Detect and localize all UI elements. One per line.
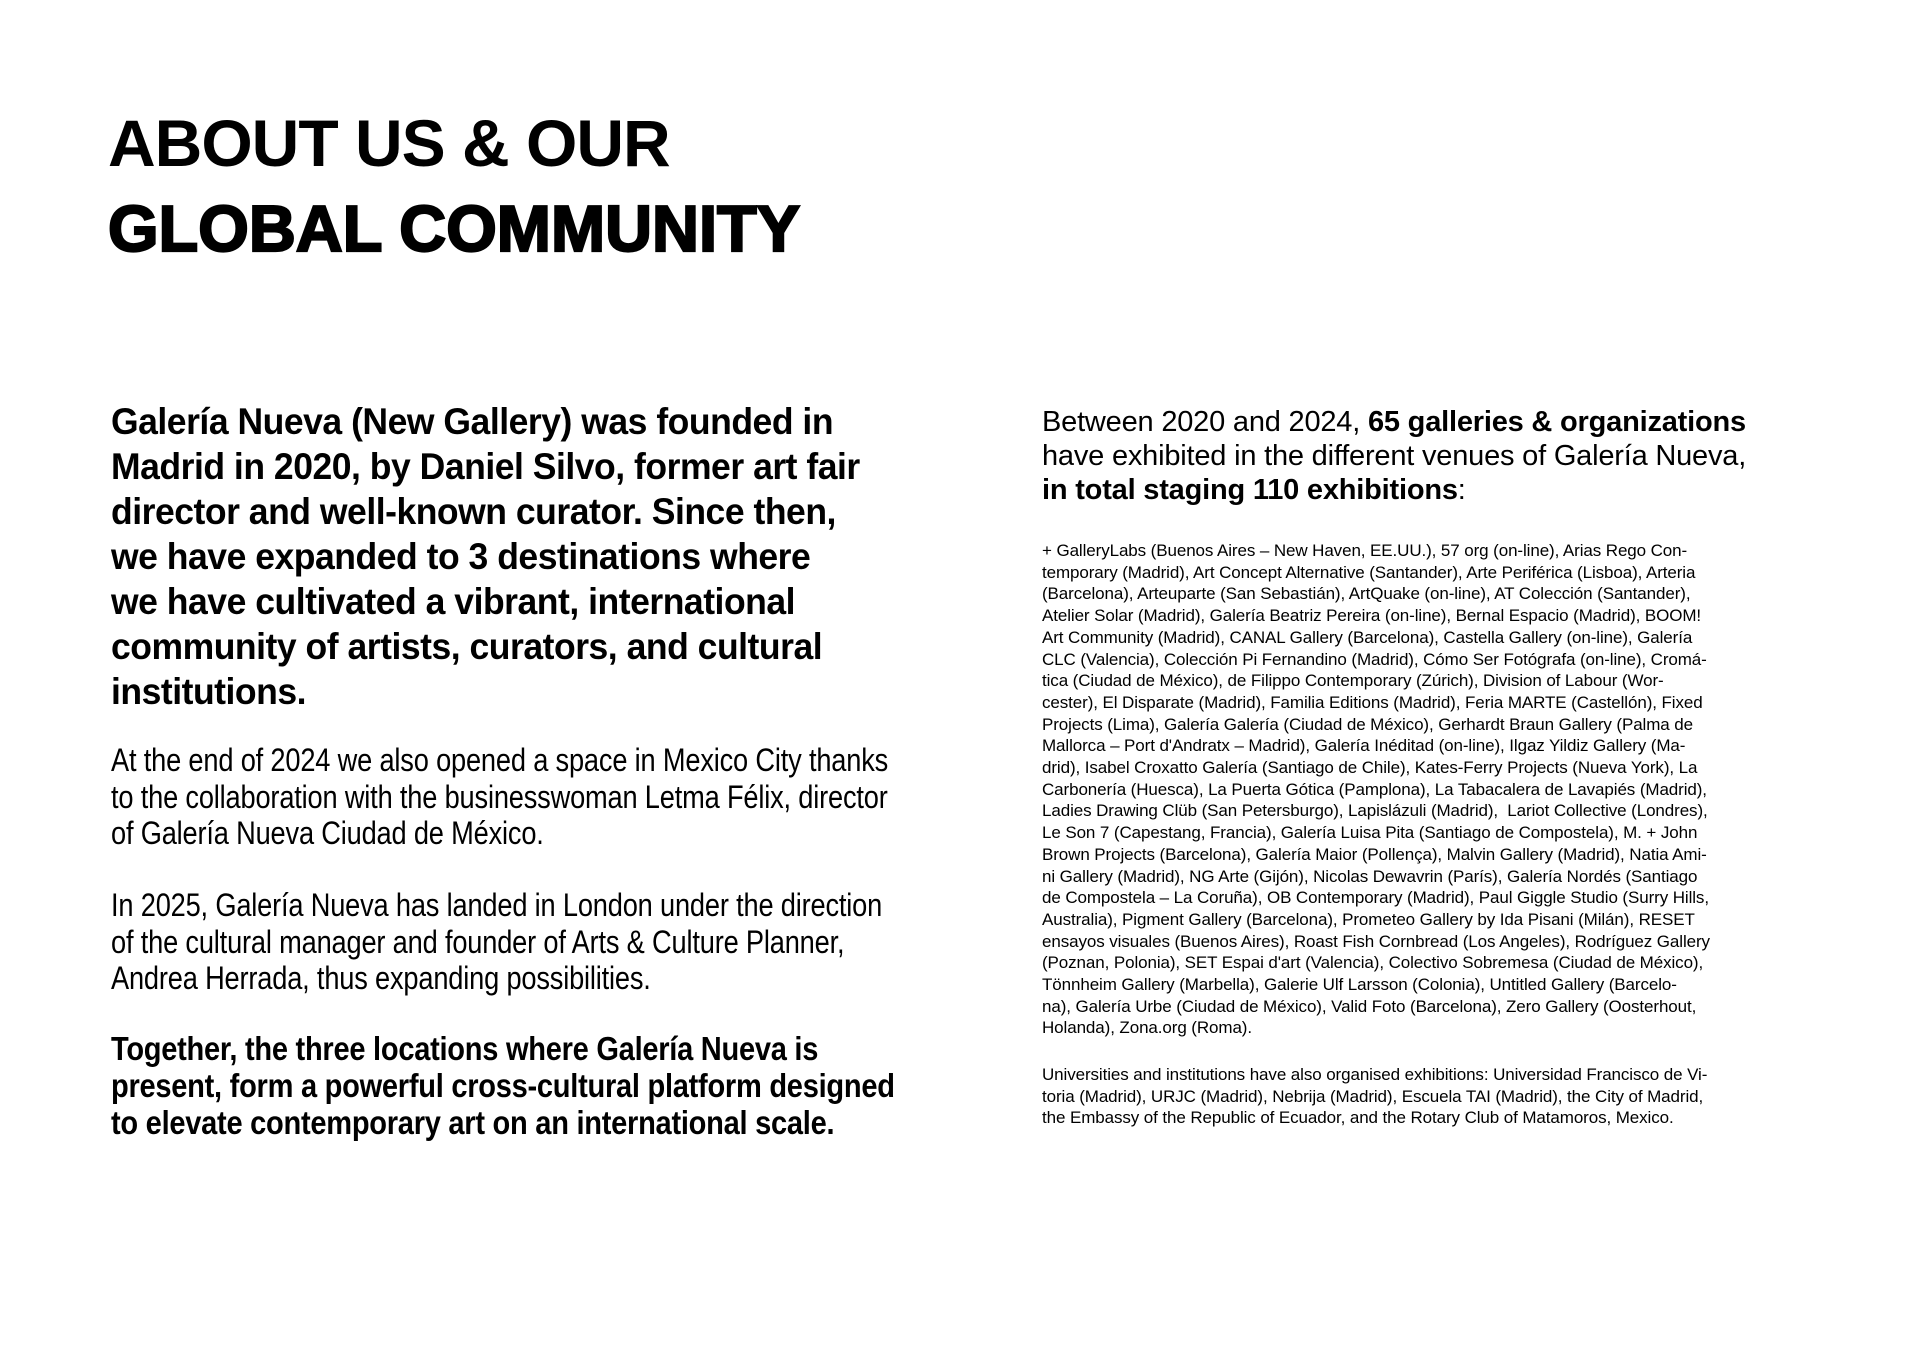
- paragraph-statistics: [1042, 405, 1746, 507]
- text-line: ni Gallery (Madrid), NG Arte (Gijón), Nicolas Dewavrin (París), Galería Nordés (Santiago: [1042, 866, 1698, 886]
- text-segment: Between 2020 and 2024,: [1042, 406, 1368, 438]
- page-title: [108, 100, 800, 272]
- text-line: of the cultural manager and founder of Arts & Culture Planner,: [111, 923, 845, 960]
- text-segment: have exhibited in the different venues of Galería Nueva,: [1042, 440, 1747, 472]
- text-line: we have cultivated a vibrant, international: [111, 581, 796, 622]
- text-line: Universities and institutions have also organised exhibitions: Universidad Francisco de Vi-: [1042, 1065, 1708, 1084]
- text-line: de Compostela – La Coruña), OB Contemporary (Madrid), Paul Giggle Studio (Surry Hills,: [1042, 888, 1709, 908]
- paragraph-together: [111, 1030, 895, 1141]
- text-line: tica (Ciudad de México), de Filippo Contemporary (Zúrich), Division of Labour (Wor-: [1042, 671, 1664, 691]
- text-line: + GalleryLabs (Buenos Aires – New Haven, EE.UU.), 57 org (on-line), Arias Rego Con-: [1042, 541, 1688, 560]
- bold-text-segment: in total staging 110 exhibitions: [1042, 474, 1458, 506]
- text-line: At the end of 2024 we also opened a space in Mexico City thanks: [111, 742, 889, 778]
- text-line: Andrea Herrada, thus expanding possibilities.: [111, 960, 651, 996]
- text-line: temporary (Madrid), Art Concept Alternative (Santander), Arte Periférica (Lisboa), Arteria: [1042, 562, 1696, 582]
- paragraph-universities: [1042, 1064, 1707, 1129]
- paragraph-mexico-city: [111, 742, 888, 852]
- text-line: Brown Projects (Barcelona), Galería Maior (Pollença), Malvin Gallery (Madrid), Natia Ami-: [1042, 844, 1707, 864]
- text-line: In 2025, Galería Nueva has landed in London under the direction: [111, 887, 883, 923]
- text-line: Galería Nueva (New Gallery) was founded in: [111, 401, 834, 442]
- text-line: of Galería Nueva Ciudad de México.: [111, 815, 544, 851]
- page-title-line-1: ABOUT US & OUR: [108, 106, 670, 180]
- text-line: Atelier Solar (Madrid), Galería Beatriz Pereira (on-line), Bernal Espacio (Madrid), BOOM!: [1042, 606, 1702, 626]
- paragraph-founding: [111, 399, 860, 714]
- text-line: to elevate contemporary art on an international scale.: [111, 1104, 835, 1141]
- text-line: we have expanded to 3 destinations where: [111, 536, 811, 577]
- text-line: Le Son 7 (Capestang, Francia), Galería Luisa Pita (Santiago de Compostela), M. + John: [1042, 823, 1698, 843]
- page-title-line-2: GLOBAL COMMUNITY: [108, 192, 801, 265]
- text-line: na), Galería Urbe (Ciudad de México), Valid Foto (Barcelona), Zero Gallery (Oosterhout,: [1042, 996, 1697, 1016]
- text-line: cester), El Disparate (Madrid), Familia Editions (Madrid), Feria MARTE (Castellón), Fixed: [1042, 692, 1703, 712]
- text-line: the Embassy of the Republic of Ecuador, and the Rotary Club of Matamoros, Mexico.: [1042, 1108, 1674, 1128]
- text-line: Madrid in 2020, by Daniel Silvo, former art fair: [111, 446, 860, 487]
- text-line: Ladies Drawing Clüb (San Petersburgo), Lapislázuli (Madrid), Lariot Collective (Londres),: [1042, 801, 1708, 821]
- text-line: (Barcelona), Arteuparte (San Sebastián), ArtQuake (on-line), AT Colección (Santander),: [1042, 584, 1691, 604]
- text-line: Together, the three locations where Galería Nueva is: [111, 1030, 819, 1067]
- text-line: Tönnheim Gallery (Marbella), Galerie Ulf Larsson (Colonia), Untitled Gallery (Barcelo-: [1042, 975, 1677, 995]
- text-line: (Poznan, Polonia), SET Espai d'art (Valencia), Colectivo Sobremesa (Ciudad de México),: [1042, 953, 1704, 973]
- text-line: ensayos visuales (Buenos Aires), Roast Fish Cornbread (Los Angeles), Rodríguez Gallery: [1042, 931, 1710, 951]
- text-line: drid), Isabel Croxatto Galería (Santiago de Chile), Kates-Ferry Projects (Nueva York), La: [1042, 758, 1698, 778]
- text-line: Projects (Lima), Galería Galería (Ciudad de México), Gerhardt Braun Gallery (Palma de: [1042, 714, 1693, 734]
- text-line: community of artists, curators, and cultural: [111, 626, 823, 667]
- text-line: Carbonería (Huesca), La Puerta Gótica (Pamplona), La Tabacalera de Lavapiés (Madrid),: [1042, 779, 1707, 799]
- text-line: Art Community (Madrid), CANAL Gallery (Barcelona), Castella Gallery (on-line), Galería: [1042, 627, 1693, 647]
- text-line: director and well-known curator. Since then,: [111, 491, 836, 532]
- text-line: toria (Madrid), URJC (Madrid), Nebrija (Madrid), Escuela TAI (Madrid), the City of Madrid,: [1042, 1086, 1704, 1106]
- paragraph-london: [111, 887, 882, 997]
- text-line: CLC (Valencia), Colección Pi Fernandino (Madrid), Cómo Ser Fotógrafa (on-line), Cromá-: [1042, 649, 1707, 669]
- text-line: Mallorca – Port d'Andratx – Madrid), Galería Inéditad (on-line), Ilgaz Yildiz Gallery (Ma-: [1042, 736, 1686, 756]
- text-line: [1042, 439, 1746, 473]
- bold-text-segment: 65 galleries & organizations: [1367, 406, 1746, 438]
- text-line: [1042, 473, 1746, 507]
- gallery-list: [1042, 540, 1710, 1039]
- text-line: present, form a powerful cross-cultural platform designed: [111, 1067, 895, 1104]
- text-line: to the collaboration with the businesswoman Letma Félix, director: [111, 778, 888, 815]
- text-line: Australia), Pigment Gallery (Barcelona), Prometeo Gallery by Ida Pisani (Milán), RESET: [1042, 909, 1695, 929]
- text-line: institutions.: [111, 671, 307, 712]
- text-line: Holanda), Zona.org (Roma).: [1042, 1018, 1252, 1038]
- text-line: [1042, 405, 1746, 439]
- text-segment: :: [1457, 474, 1466, 506]
